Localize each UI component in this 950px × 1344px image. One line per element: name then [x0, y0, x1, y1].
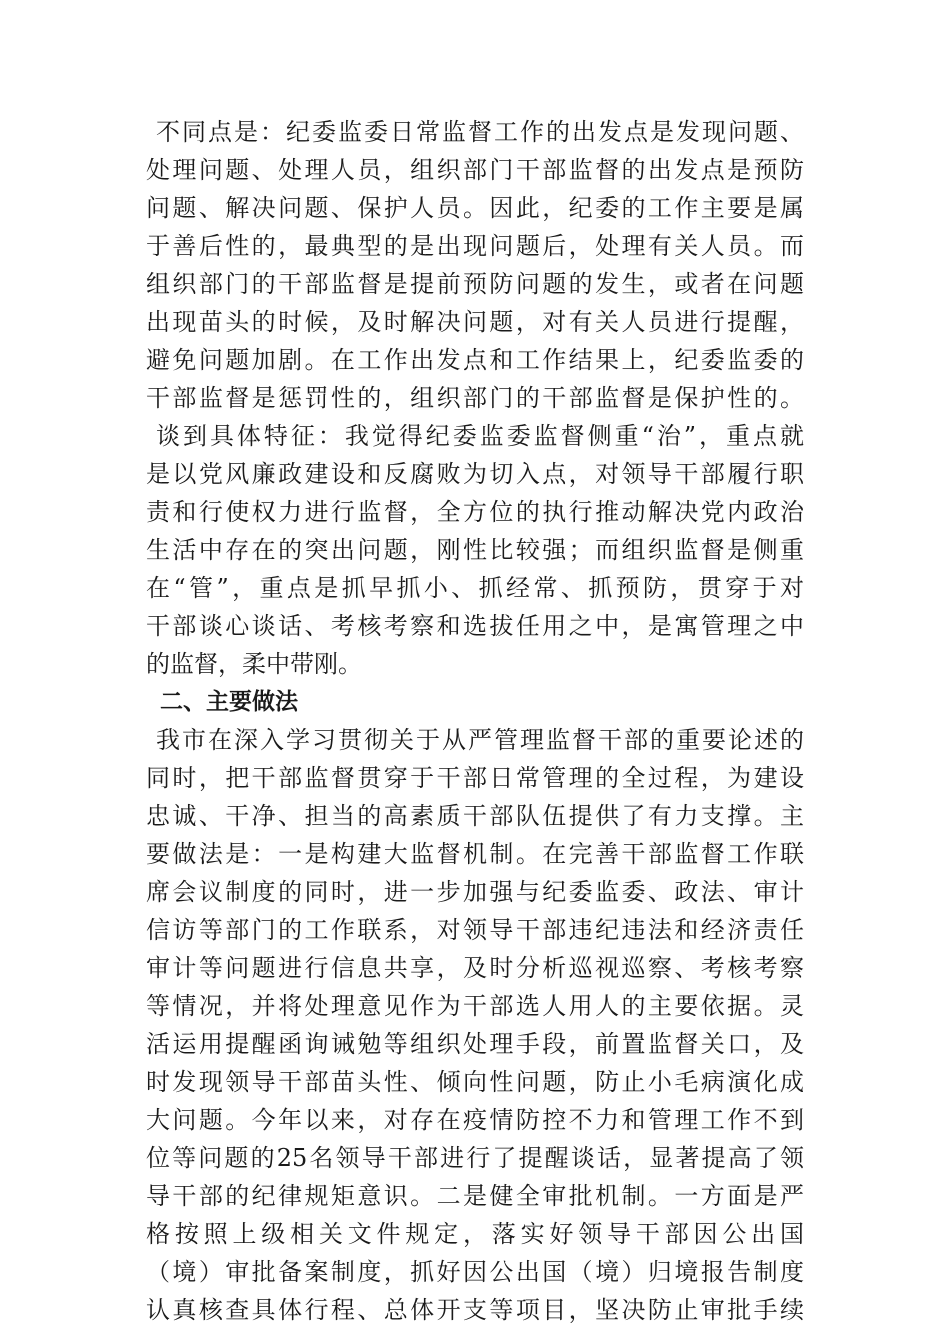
text-line: 大问题。今年以来，对存在疫情防控不力和管理工作不到 — [146, 1106, 804, 1134]
text-line: 认真核查具体行程、总体开支等项目，坚决防止审批手续 — [146, 1296, 804, 1324]
text-line: 时发现领导干部苗头性、倾向性问题，防止小毛病演化成 — [146, 1068, 804, 1096]
section-heading: 二、主要做法 — [160, 689, 298, 715]
text-line: 于善后性的，最典型的是出现问题后，处理有关人员。而 — [146, 232, 804, 260]
text-line: 等情况，并将处理意见作为干部选人用人的主要依据。灵 — [146, 992, 804, 1020]
text-line: 处理问题、处理人员，组织部门干部监督的出发点是预防 — [146, 156, 804, 184]
text-line: 位等问题的25名领导干部进行了提醒谈话，显著提高了领 — [146, 1144, 804, 1172]
text-line: 审计等问题进行信息共享，及时分析巡视巡察、考核考察 — [146, 954, 804, 982]
text-line: 格按照上级相关文件规定，落实好领导干部因公出国 — [146, 1220, 804, 1248]
paragraph-differences — [146, 113, 804, 417]
text-line: 同时，把干部监督贯穿于干部日常管理的全过程，为建设 — [146, 764, 804, 792]
text-line: 干部谈心谈话、考核考察和选拔任用之中，是寓管理之中 — [146, 612, 804, 640]
text-line: 避免问题加剧。在工作出发点和工作结果上，纪委监委的 — [146, 346, 804, 374]
text-line: 要做法是：一是构建大监督机制。在完善干部监督工作联 — [146, 840, 804, 868]
text-line: 我市在深入学习贯彻关于从严管理监督干部的重要论述的 — [156, 726, 804, 754]
document-body — [146, 113, 804, 1329]
text-line: 忠诚、干净、担当的高素质干部队伍提供了有力支撑。主 — [146, 802, 804, 830]
text-line: 问题、解决问题、保护人员。因此，纪委的工作主要是属 — [146, 194, 804, 222]
text-line: 席会议制度的同时，进一步加强与纪委监委、政法、审计 — [146, 878, 804, 906]
text-line: 是以党风廉政建设和反腐败为切入点，对领导干部履行职 — [146, 460, 804, 488]
text-line: 导干部的纪律规矩意识。二是健全审批机制。一方面是严 — [146, 1182, 804, 1210]
text-line: 组织部门的干部监督是提前预防问题的发生，或者在问题 — [146, 270, 804, 298]
text-line: 活运用提醒函询诫勉等组织处理手段，前置监督关口，及 — [146, 1030, 804, 1058]
text-line: 谈到具体特征：我觉得纪委监委监督侧重“治”，重点就 — [156, 422, 804, 450]
paragraph-main-practices — [146, 721, 804, 1329]
text-line: 生活中存在的突出问题，刚性比较强；而组织监督是侧重 — [146, 536, 804, 564]
text-line: 的监督，柔中带刚。 — [146, 650, 362, 678]
text-line: 责和行使权力进行监督，全方位的执行推动解决党内政治 — [146, 498, 804, 526]
paragraph-characteristics — [146, 417, 804, 683]
text-line: 不同点是：纪委监委日常监督工作的出发点是发现问题、 — [156, 118, 804, 146]
text-line: 在“管”，重点是抓早抓小、抓经常、抓预防，贯穿于对 — [146, 574, 804, 602]
text-line: 出现苗头的时候，及时解决问题，对有关人员进行提醒， — [146, 308, 804, 336]
text-line: 干部监督是惩罚性的，组织部门的干部监督是保护性的。 — [146, 384, 804, 412]
text-line: 信访等部门的工作联系，对领导干部违纪违法和经济责任 — [146, 916, 804, 944]
text-line: （境）审批备案制度，抓好因公出国（境）归境报告制度 — [146, 1258, 804, 1286]
